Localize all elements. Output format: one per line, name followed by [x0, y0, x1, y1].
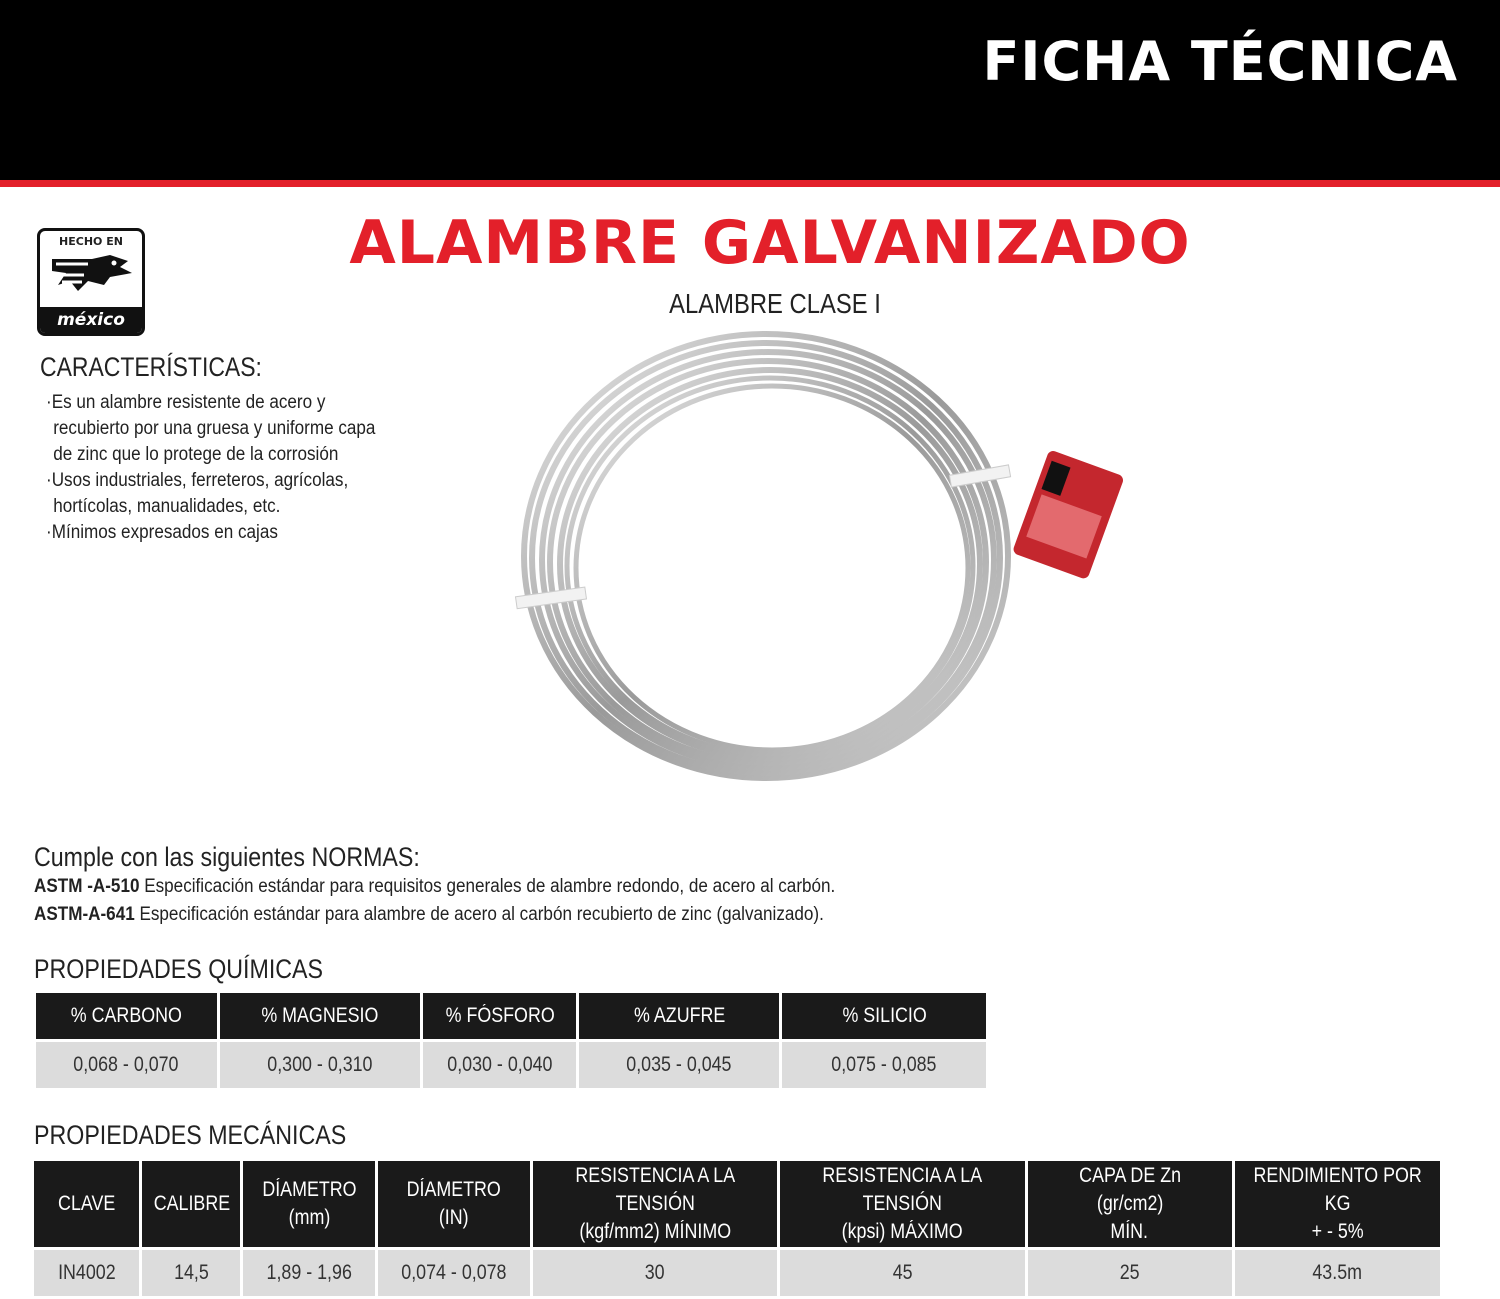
- table-cell: 0,074 - 0,078: [377, 1249, 531, 1298]
- badge-top-text: HECHO EN: [59, 235, 123, 248]
- product-subtitle: ALAMBRE CLASE I: [669, 288, 881, 319]
- column-header: DÍAMETRO (IN): [377, 1160, 531, 1249]
- column-header: DÍAMETRO (mm): [242, 1160, 377, 1249]
- column-header: CLAVE: [33, 1160, 141, 1249]
- norma-code: ASTM-A-641: [34, 904, 135, 925]
- norma-text: Especificación estándar para requisitos generales de alambre redondo, de acero al carbón.: [139, 876, 836, 897]
- column-header: CALIBRE: [141, 1160, 242, 1249]
- column-header: % FÓSFORO: [422, 992, 578, 1041]
- product-title: ALAMBRE GALVANIZADO: [349, 208, 1191, 278]
- column-header: RESISTENCIA A LA TENSIÓN (kgf/mm2) MÍNIMO: [531, 1160, 779, 1249]
- table-header-row: [35, 992, 988, 1041]
- table-cell: 0,075 - 0,085: [781, 1041, 988, 1090]
- table-cell: IN4002: [33, 1249, 141, 1298]
- table-cell: 1,89 - 1,96: [242, 1249, 377, 1298]
- column-header: % CARBONO: [35, 992, 219, 1041]
- quimicas-heading: PROPIEDADES QUÍMICAS: [34, 954, 324, 984]
- table-cell: 43.5m: [1233, 1249, 1441, 1298]
- list-item: ·Usos industriales, ferreteros, agrícolas, hortícolas, manualidades, etc.: [46, 470, 349, 517]
- table-cell: 45: [779, 1249, 1027, 1298]
- mecanicas-table: [31, 1158, 1443, 1299]
- table-cell: 0,300 - 0,310: [218, 1041, 421, 1090]
- table-cell: 25: [1026, 1249, 1233, 1298]
- normas-heading: Cumple con las siguientes NORMAS:: [34, 842, 420, 872]
- column-header: RENDIMIENTO POR KG + - 5%: [1233, 1160, 1441, 1249]
- table-row: [33, 1249, 1442, 1298]
- badge-bottom-text: méxico: [40, 307, 142, 333]
- norma-line: [34, 904, 824, 926]
- column-header: RESISTENCIA A LA TENSIÓN (kpsi) MÁXIMO: [779, 1160, 1027, 1249]
- header-divider: [0, 180, 1500, 187]
- table-cell: 0,035 - 0,045: [578, 1041, 781, 1090]
- list-item: ·Mínimos expresados en cajas: [46, 522, 278, 543]
- eagle-icon: [48, 251, 136, 303]
- column-header: % SILICIO: [781, 992, 988, 1041]
- column-header: CAPA DE Zn (gr/cm2) MÍN.: [1026, 1160, 1233, 1249]
- table-cell: 30: [531, 1249, 779, 1298]
- table-row: [35, 1041, 988, 1090]
- norma-text: Especificación estándar para alambre de acero al carbón recubierto de zinc (galvanizado).: [134, 904, 824, 925]
- caracteristicas-heading: CARACTERÍSTICAS:: [40, 352, 262, 382]
- caracteristicas-list: [46, 390, 388, 546]
- table-header-row: [33, 1160, 1442, 1249]
- wire-coil-image: [510, 330, 1140, 800]
- column-header: % MAGNESIO: [218, 992, 421, 1041]
- header-bar: [0, 0, 1500, 180]
- page-header-title: FICHA TÉCNICA: [982, 30, 1458, 93]
- quimicas-table: [33, 990, 989, 1091]
- list-item: ·Es un alambre resistente de acero y recubierto por una gruesa y uniforme capa de zinc que lo protege de la corrosión: [46, 392, 376, 465]
- hecho-en-mexico-badge: [37, 228, 145, 336]
- mecanicas-heading: PROPIEDADES MECÁNICAS: [34, 1120, 347, 1150]
- column-header: % AZUFRE: [578, 992, 781, 1041]
- norma-code: ASTM -A-510: [34, 876, 140, 897]
- norma-line: [34, 876, 835, 898]
- table-cell: 0,068 - 0,070: [35, 1041, 219, 1090]
- table-cell: 14,5: [141, 1249, 242, 1298]
- table-cell: 0,030 - 0,040: [422, 1041, 578, 1090]
